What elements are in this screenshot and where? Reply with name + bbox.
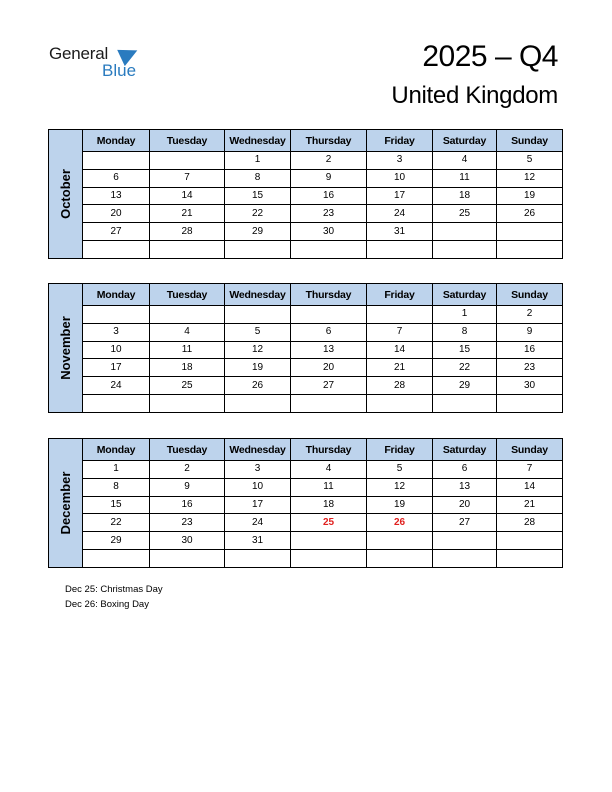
day-cell: 24 <box>83 377 150 395</box>
day-cell: 19 <box>497 187 563 205</box>
day-cell: 10 <box>225 478 291 496</box>
day-cell: 13 <box>291 341 367 359</box>
weekday-header: Saturday <box>433 284 497 306</box>
weekday-header: Monday <box>83 439 150 461</box>
day-cell: 20 <box>433 496 497 514</box>
day-cell: 2 <box>497 306 563 324</box>
day-cell <box>291 240 367 258</box>
week-row <box>49 478 563 496</box>
day-cell: 30 <box>150 532 225 550</box>
day-cell: 19 <box>225 359 291 377</box>
day-cell <box>367 240 433 258</box>
day-cell <box>291 306 367 324</box>
weekday-header: Wednesday <box>225 439 291 461</box>
day-cell: 29 <box>83 532 150 550</box>
day-cell: 9 <box>150 478 225 496</box>
day-cell: 22 <box>433 359 497 377</box>
day-cell: 18 <box>433 187 497 205</box>
day-cell: 31 <box>367 223 433 241</box>
day-cell: 3 <box>367 152 433 170</box>
day-cell: 29 <box>225 223 291 241</box>
day-cell: 2 <box>291 152 367 170</box>
day-cell: 18 <box>291 496 367 514</box>
holiday-note: Dec 25: Christmas Day <box>65 584 163 595</box>
day-cell: 15 <box>433 341 497 359</box>
day-cell <box>497 394 563 412</box>
day-cell: 10 <box>367 169 433 187</box>
day-cell: 28 <box>497 514 563 532</box>
week-row <box>49 306 563 324</box>
month-name: December <box>57 471 73 535</box>
holiday-notes <box>65 583 163 612</box>
day-cell: 5 <box>497 152 563 170</box>
week-row <box>49 394 563 412</box>
day-cell: 4 <box>291 461 367 479</box>
day-cell <box>225 394 291 412</box>
weekday-header: Sunday <box>497 284 563 306</box>
day-cell <box>225 306 291 324</box>
day-cell <box>150 152 225 170</box>
week-row <box>49 461 563 479</box>
day-cell: 20 <box>83 205 150 223</box>
week-row <box>49 240 563 258</box>
day-cell: 6 <box>433 461 497 479</box>
day-cell <box>291 532 367 550</box>
day-cell: 7 <box>497 461 563 479</box>
day-cell: 1 <box>433 306 497 324</box>
weekday-header: Sunday <box>497 439 563 461</box>
month-calendar <box>48 129 563 259</box>
day-cell: 12 <box>367 478 433 496</box>
day-cell <box>83 549 150 567</box>
day-cell: 11 <box>433 169 497 187</box>
day-cell <box>291 394 367 412</box>
week-row <box>49 377 563 395</box>
month-table <box>48 283 563 413</box>
week-row <box>49 341 563 359</box>
logo-general-text: General <box>49 44 109 63</box>
month-label-cell <box>49 284 83 413</box>
day-cell <box>83 240 150 258</box>
day-cell: 28 <box>367 377 433 395</box>
day-cell <box>433 532 497 550</box>
day-cell <box>367 532 433 550</box>
month-calendar <box>48 283 563 413</box>
day-cell: 25 <box>433 205 497 223</box>
day-cell: 30 <box>497 377 563 395</box>
day-cell: 30 <box>291 223 367 241</box>
logo-blue-text: Blue <box>102 61 137 80</box>
day-cell: 13 <box>83 187 150 205</box>
day-cell: 27 <box>433 514 497 532</box>
weekday-header-row <box>49 130 563 152</box>
month-label-cell <box>49 130 83 259</box>
logo <box>49 44 149 84</box>
day-cell: 7 <box>150 169 225 187</box>
week-row <box>49 223 563 241</box>
day-cell: 1 <box>83 461 150 479</box>
weekday-header: Saturday <box>433 439 497 461</box>
day-cell: 14 <box>497 478 563 496</box>
day-cell: 23 <box>291 205 367 223</box>
weekday-header: Friday <box>367 439 433 461</box>
week-row <box>49 359 563 377</box>
day-cell: 26 <box>225 377 291 395</box>
day-cell: 27 <box>291 377 367 395</box>
weekday-header: Tuesday <box>150 439 225 461</box>
day-cell: 13 <box>433 478 497 496</box>
day-cell <box>367 549 433 567</box>
day-cell: 21 <box>497 496 563 514</box>
day-cell <box>83 306 150 324</box>
day-cell: 14 <box>367 341 433 359</box>
day-cell <box>83 152 150 170</box>
day-cell: 3 <box>83 323 150 341</box>
day-cell: 20 <box>291 359 367 377</box>
country-title: United Kingdom <box>391 82 558 109</box>
day-cell: 14 <box>150 187 225 205</box>
day-cell <box>433 240 497 258</box>
day-cell: 11 <box>150 341 225 359</box>
day-cell <box>367 394 433 412</box>
day-cell <box>433 549 497 567</box>
day-cell: 9 <box>291 169 367 187</box>
day-cell: 8 <box>433 323 497 341</box>
day-cell: 15 <box>225 187 291 205</box>
day-cell: 10 <box>83 341 150 359</box>
month-table <box>48 438 563 568</box>
day-cell: 4 <box>150 323 225 341</box>
day-cell <box>497 549 563 567</box>
day-cell: 6 <box>291 323 367 341</box>
week-row <box>49 496 563 514</box>
weekday-header: Thursday <box>291 439 367 461</box>
day-cell: 12 <box>225 341 291 359</box>
day-cell: 29 <box>433 377 497 395</box>
day-cell: 21 <box>367 359 433 377</box>
weekday-header: Tuesday <box>150 130 225 152</box>
day-cell: 5 <box>225 323 291 341</box>
day-cell <box>497 223 563 241</box>
day-cell: 19 <box>367 496 433 514</box>
month-label-cell <box>49 439 83 568</box>
week-row <box>49 169 563 187</box>
day-cell: 18 <box>150 359 225 377</box>
day-cell: 8 <box>225 169 291 187</box>
weekday-header: Monday <box>83 284 150 306</box>
day-cell: 24 <box>367 205 433 223</box>
month-name: November <box>57 316 73 380</box>
day-cell: 24 <box>225 514 291 532</box>
week-row <box>49 205 563 223</box>
day-cell: 31 <box>225 532 291 550</box>
week-row <box>49 152 563 170</box>
day-cell: 23 <box>497 359 563 377</box>
week-row <box>49 323 563 341</box>
day-cell: 3 <box>225 461 291 479</box>
day-cell: 8 <box>83 478 150 496</box>
day-cell <box>150 306 225 324</box>
week-row <box>49 532 563 550</box>
day-cell <box>83 394 150 412</box>
month-table <box>48 129 563 259</box>
weekday-header: Thursday <box>291 284 367 306</box>
weekday-header-row <box>49 439 563 461</box>
weekday-header: Monday <box>83 130 150 152</box>
day-cell: 26 <box>497 205 563 223</box>
holiday-day-cell: 26 <box>367 514 433 532</box>
day-cell: 5 <box>367 461 433 479</box>
day-cell <box>291 549 367 567</box>
day-cell: 7 <box>367 323 433 341</box>
day-cell <box>367 306 433 324</box>
day-cell <box>150 394 225 412</box>
day-cell: 16 <box>291 187 367 205</box>
day-cell: 11 <box>291 478 367 496</box>
weekday-header: Wednesday <box>225 130 291 152</box>
day-cell: 25 <box>150 377 225 395</box>
day-cell: 28 <box>150 223 225 241</box>
holiday-day-cell: 25 <box>291 514 367 532</box>
day-cell <box>497 240 563 258</box>
month-calendar <box>48 438 563 568</box>
day-cell: 16 <box>497 341 563 359</box>
weekday-header: Wednesday <box>225 284 291 306</box>
page-title: 2025 – Q4 <box>422 40 558 73</box>
month-name: October <box>57 168 73 219</box>
weekday-header: Thursday <box>291 130 367 152</box>
weekday-header: Sunday <box>497 130 563 152</box>
week-row <box>49 187 563 205</box>
day-cell: 1 <box>225 152 291 170</box>
weekday-header: Friday <box>367 284 433 306</box>
week-row <box>49 549 563 567</box>
week-row <box>49 514 563 532</box>
day-cell: 15 <box>83 496 150 514</box>
day-cell: 2 <box>150 461 225 479</box>
day-cell <box>225 549 291 567</box>
day-cell: 22 <box>83 514 150 532</box>
day-cell: 4 <box>433 152 497 170</box>
weekday-header: Tuesday <box>150 284 225 306</box>
weekday-header-row <box>49 284 563 306</box>
day-cell: 17 <box>367 187 433 205</box>
day-cell <box>433 394 497 412</box>
day-cell: 17 <box>225 496 291 514</box>
day-cell: 17 <box>83 359 150 377</box>
weekday-header: Friday <box>367 130 433 152</box>
day-cell: 22 <box>225 205 291 223</box>
day-cell <box>150 240 225 258</box>
day-cell <box>150 549 225 567</box>
day-cell: 27 <box>83 223 150 241</box>
day-cell <box>497 532 563 550</box>
day-cell: 16 <box>150 496 225 514</box>
day-cell: 21 <box>150 205 225 223</box>
holiday-note: Dec 26: Boxing Day <box>65 598 149 610</box>
day-cell <box>225 240 291 258</box>
day-cell <box>433 223 497 241</box>
day-cell: 9 <box>497 323 563 341</box>
day-cell: 12 <box>497 169 563 187</box>
day-cell: 23 <box>150 514 225 532</box>
weekday-header: Saturday <box>433 130 497 152</box>
day-cell: 6 <box>83 169 150 187</box>
